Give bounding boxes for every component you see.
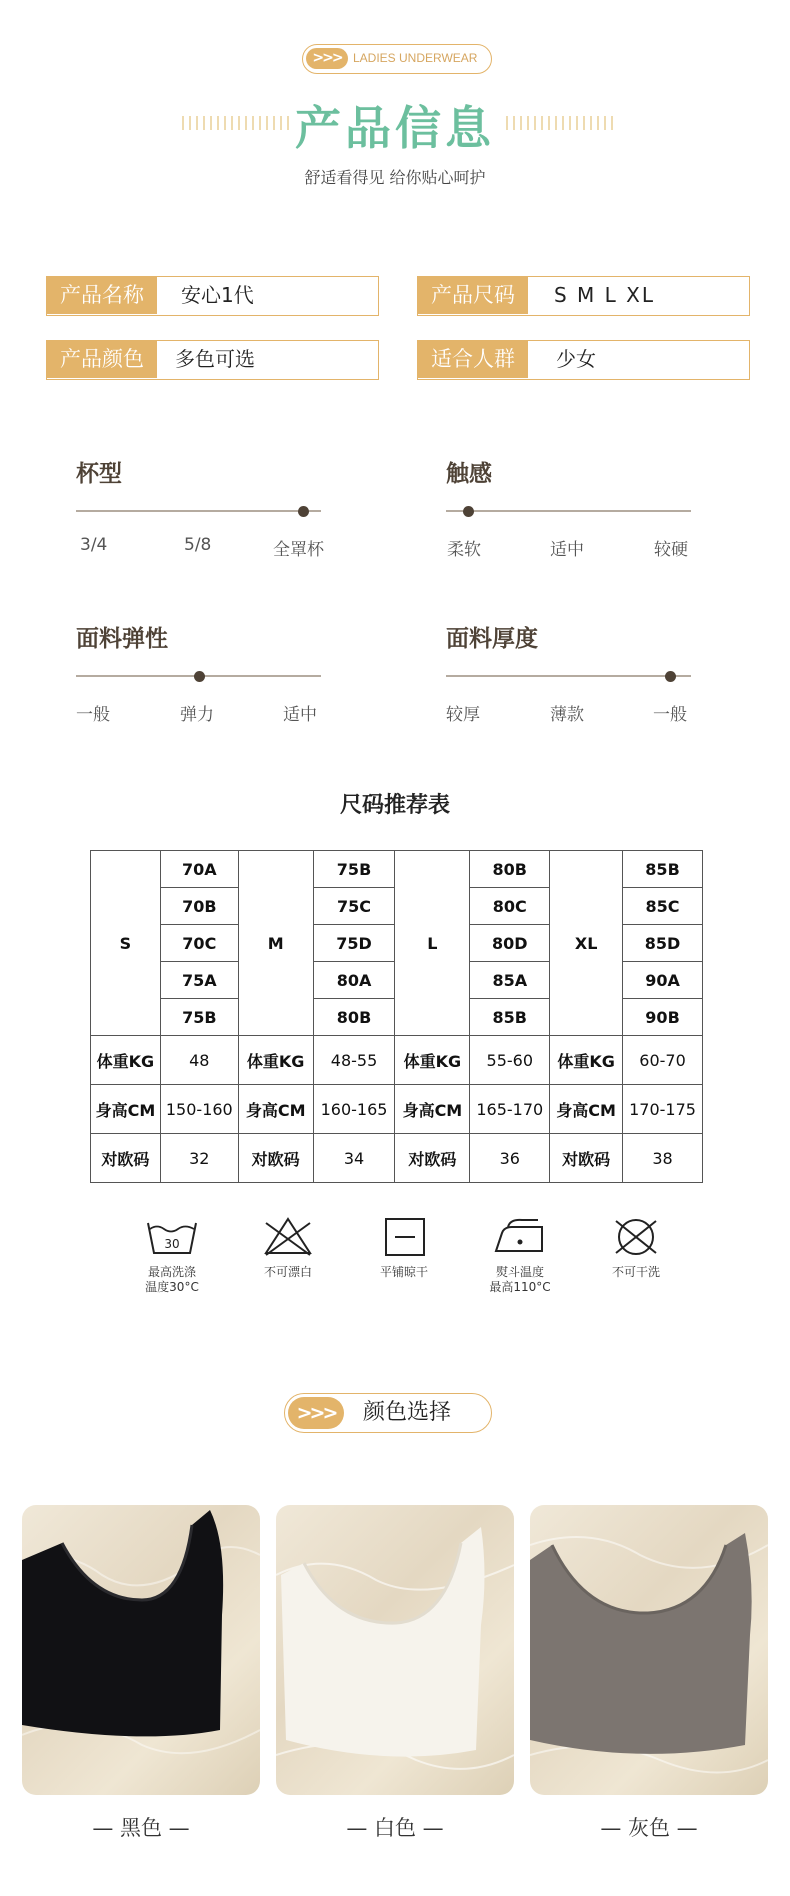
cup-size: 80B bbox=[313, 999, 395, 1036]
cup-size: 90A bbox=[623, 962, 703, 999]
bra-black-image bbox=[22, 1505, 260, 1795]
feature-tick: 薄款 bbox=[550, 705, 584, 725]
product-photo-white[interactable] bbox=[276, 1505, 514, 1795]
size-label: S bbox=[91, 851, 161, 1036]
info-target-group bbox=[417, 340, 750, 380]
feature-track bbox=[446, 510, 691, 512]
cup-size: 80C bbox=[470, 888, 550, 925]
feature-track bbox=[446, 675, 691, 677]
no-bleach-icon bbox=[260, 1215, 316, 1259]
height-value: 160-165 bbox=[313, 1085, 395, 1134]
cup-size: 70B bbox=[160, 888, 238, 925]
product-photo-black[interactable] bbox=[22, 1505, 260, 1795]
care-iron bbox=[470, 1215, 570, 1295]
row-label: 对欧码 bbox=[91, 1134, 161, 1183]
info-product-color bbox=[46, 340, 379, 380]
care-no-dry-clean bbox=[586, 1215, 686, 1280]
color-name-gray: — 灰色 — bbox=[600, 1816, 698, 1840]
table-row-height bbox=[91, 1085, 703, 1134]
info-value: 多色可选 bbox=[175, 347, 255, 371]
cup-size: 75B bbox=[160, 999, 238, 1036]
care-label: 不可漂白 bbox=[263, 1265, 312, 1279]
cup-size: 80A bbox=[313, 962, 395, 999]
feature-tick: 全罩杯 bbox=[273, 540, 324, 560]
care-label: 平铺晾干 bbox=[379, 1265, 428, 1279]
chevrons-icon: >>> bbox=[288, 1397, 344, 1429]
category-badge-text: LADIES UNDERWEAR bbox=[353, 51, 478, 65]
height-value: 150-160 bbox=[160, 1085, 238, 1134]
info-label: 适合人群 bbox=[418, 341, 528, 378]
size-label: L bbox=[395, 851, 470, 1036]
no-dry-clean-icon bbox=[608, 1215, 664, 1259]
cup-size: 80B bbox=[470, 851, 550, 888]
eu-value: 32 bbox=[160, 1134, 238, 1183]
row-label: 对欧码 bbox=[238, 1134, 313, 1183]
color-name-black: — 黑色 — bbox=[92, 1816, 190, 1840]
color-section-title: 颜色选择 bbox=[363, 1400, 452, 1425]
cup-size: 90B bbox=[623, 999, 703, 1036]
info-product-name bbox=[46, 276, 379, 316]
size-table-title: 尺码推荐表 bbox=[339, 793, 450, 818]
row-label: 身高CM bbox=[238, 1085, 313, 1134]
row-label: 身高CM bbox=[395, 1085, 470, 1134]
row-label: 体重KG bbox=[238, 1036, 313, 1085]
table-row bbox=[91, 851, 703, 888]
info-label: 产品名称 bbox=[47, 277, 157, 314]
feature-title: 杯型 bbox=[76, 461, 122, 487]
chevrons-icon: >>> bbox=[306, 48, 348, 69]
row-label: 体重KG bbox=[550, 1036, 623, 1085]
feature-tick: 较厚 bbox=[446, 705, 480, 725]
eu-value: 38 bbox=[623, 1134, 703, 1183]
category-badge bbox=[302, 44, 492, 74]
feature-indicator bbox=[665, 671, 676, 682]
weight-value: 55-60 bbox=[470, 1036, 550, 1085]
feature-track bbox=[76, 675, 321, 677]
row-label: 体重KG bbox=[91, 1036, 161, 1085]
row-label: 体重KG bbox=[395, 1036, 470, 1085]
info-value: S M L XL bbox=[554, 283, 656, 307]
bra-gray-image bbox=[530, 1505, 768, 1795]
cup-size: 85B bbox=[623, 851, 703, 888]
color-section-badge bbox=[284, 1393, 492, 1433]
row-label: 身高CM bbox=[91, 1085, 161, 1134]
feature-title: 面料厚度 bbox=[446, 626, 538, 652]
info-value: 安心1代 bbox=[181, 283, 254, 307]
info-value: 少女 bbox=[556, 347, 596, 371]
cup-size: 70A bbox=[160, 851, 238, 888]
cup-size: 85C bbox=[623, 888, 703, 925]
feature-tick: 3/4 bbox=[80, 535, 108, 555]
info-label: 产品颜色 bbox=[47, 341, 157, 378]
feature-title: 触感 bbox=[446, 461, 492, 487]
cup-size: 85A bbox=[470, 962, 550, 999]
row-label: 对欧码 bbox=[395, 1134, 470, 1183]
care-label: 不可干洗 bbox=[611, 1265, 660, 1279]
table-row-weight bbox=[91, 1036, 703, 1085]
height-value: 170-175 bbox=[623, 1085, 703, 1134]
cup-size: 75D bbox=[313, 925, 395, 962]
feature-track bbox=[76, 510, 321, 512]
bra-white-image bbox=[276, 1505, 514, 1795]
cup-size: 80D bbox=[470, 925, 550, 962]
cup-size: 75A bbox=[160, 962, 238, 999]
care-no-bleach bbox=[238, 1215, 338, 1280]
care-label: 熨斗温度 最高110°C bbox=[489, 1265, 551, 1294]
wash-30-icon bbox=[144, 1215, 200, 1259]
care-label: 最高洗涤 温度30°C bbox=[145, 1265, 199, 1294]
height-value: 165-170 bbox=[470, 1085, 550, 1134]
feature-indicator bbox=[463, 506, 474, 517]
size-label: XL bbox=[550, 851, 623, 1036]
weight-value: 60-70 bbox=[623, 1036, 703, 1085]
cup-size: 85D bbox=[623, 925, 703, 962]
row-label: 身高CM bbox=[550, 1085, 623, 1134]
row-label: 对欧码 bbox=[550, 1134, 623, 1183]
color-name-white: — 白色 — bbox=[346, 1816, 444, 1840]
feature-title: 面料弹性 bbox=[76, 626, 168, 652]
care-dry-flat bbox=[354, 1215, 454, 1280]
cup-size: 70C bbox=[160, 925, 238, 962]
cup-size: 85B bbox=[470, 999, 550, 1036]
feature-tick: 5/8 bbox=[184, 535, 212, 555]
feature-tick: 适中 bbox=[550, 540, 584, 560]
feature-tick: 一般 bbox=[653, 705, 687, 725]
feature-tick: 柔软 bbox=[447, 540, 481, 560]
table-row-eu bbox=[91, 1134, 703, 1183]
eu-value: 34 bbox=[313, 1134, 395, 1183]
eu-value: 36 bbox=[470, 1134, 550, 1183]
cup-size: 75C bbox=[313, 888, 395, 925]
feature-tick: 一般 bbox=[76, 705, 110, 725]
page-subtitle: 舒适看得见 给你贴心呵护 bbox=[304, 168, 486, 187]
size-table bbox=[90, 850, 703, 1183]
weight-value: 48-55 bbox=[313, 1036, 395, 1085]
feature-indicator bbox=[194, 671, 205, 682]
svg-text:30: 30 bbox=[164, 1237, 180, 1251]
dry-flat-icon bbox=[376, 1215, 432, 1259]
page-title: 产品信息 bbox=[295, 101, 495, 155]
size-label: M bbox=[238, 851, 313, 1036]
info-product-size bbox=[417, 276, 750, 316]
weight-value: 48 bbox=[160, 1036, 238, 1085]
feature-tick: 弹力 bbox=[180, 705, 214, 725]
info-label: 产品尺码 bbox=[418, 277, 528, 314]
feature-tick: 较硬 bbox=[654, 540, 688, 560]
iron-icon bbox=[492, 1215, 548, 1259]
feature-tick: 适中 bbox=[283, 705, 317, 725]
product-photo-gray[interactable] bbox=[530, 1505, 768, 1795]
feature-indicator bbox=[298, 506, 309, 517]
cup-size: 75B bbox=[313, 851, 395, 888]
care-wash bbox=[122, 1215, 222, 1295]
